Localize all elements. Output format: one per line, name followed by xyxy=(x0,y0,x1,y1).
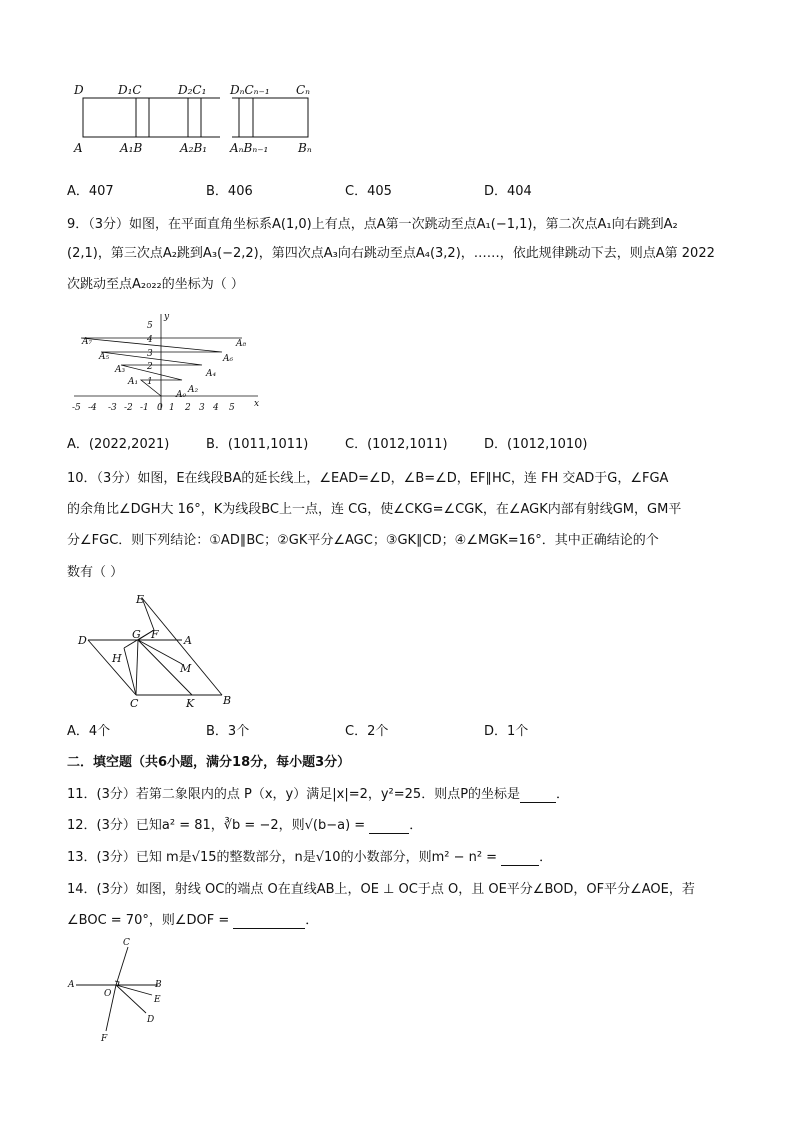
q8-label: Cₙ xyxy=(296,83,311,97)
q9-y-tick: 5 xyxy=(147,321,153,331)
q9-y-tick: 4 xyxy=(147,335,153,345)
q11-answer-blank[interactable] xyxy=(520,789,556,803)
q11-text: 11．(3分）若第二象限内的点 P（x，y）满足|x|=2，y²=25．则点P的坐标是 xyxy=(67,787,521,802)
q9-stem-line-2: (2,1)，第三次点A₂跳到A₃(−2,2)，第四次点A₃向右跳动至点A₄(3,2)，……，依此规律跳动下去，则点A第 2022 xyxy=(67,246,715,261)
q11-stem xyxy=(67,787,569,803)
q10-label: H xyxy=(112,652,122,665)
q14-rays-figure xyxy=(62,935,182,1045)
q9-y-tick: 1 xyxy=(147,377,153,387)
q8-label: A₁B xyxy=(120,141,143,155)
q8-label: D xyxy=(74,83,84,97)
q9-x-tick: 1 xyxy=(169,403,175,413)
q10-label: E xyxy=(136,593,145,606)
q9-point-label: A₇ xyxy=(82,337,93,347)
q9-x-tick: 5 xyxy=(229,403,235,413)
q8-label: DₙCₙ₋₁ xyxy=(230,83,270,97)
q9-point-label: A₆ xyxy=(223,354,234,364)
q9-point-label: A₀ xyxy=(176,390,187,400)
q10-geometry-figure xyxy=(72,590,247,710)
q11-end: ． xyxy=(556,787,570,802)
q8-option-c[interactable]: C．405 xyxy=(345,184,392,199)
q12-answer-blank[interactable] xyxy=(369,820,409,834)
q14-end: ． xyxy=(305,913,319,928)
q12-end: ． xyxy=(409,818,423,833)
q8-label: A₂B₁ xyxy=(180,141,208,155)
q9-option-a[interactable]: A．(2022,2021) xyxy=(67,437,170,452)
q14-label: F xyxy=(101,1034,108,1044)
q9-point-label: A₄ xyxy=(206,369,217,379)
q9-point-label: A₁ xyxy=(128,377,139,387)
q10-stem-line-4: 数有（ ） xyxy=(67,565,124,580)
q10-stem-line-2: 的余角比∠DGH大 16°，K为线段BC上一点，连 CG，使∠CKG=∠CGK，在∠AGK内部有射线GM，GM平 xyxy=(67,502,682,517)
q9-x-tick: 4 xyxy=(213,403,219,413)
q14-text: ∠BOC = 70°，则∠DOF = xyxy=(67,913,230,928)
q8-option-a[interactable]: A．407 xyxy=(67,184,114,199)
q8-label: AₙBₙ₋₁ xyxy=(230,141,269,155)
q9-point-label: A₅ xyxy=(99,352,110,362)
q9-y-tick: 2 xyxy=(147,362,153,372)
q9-stem-line-1: 9．（3分）如图，在平面直角坐标系A(1,0)上有点，点A第一次跳动至点A₁(−1,1)，第二次点A₁向右跳到A₂ xyxy=(67,217,678,232)
q9-x-axis-label: x xyxy=(254,399,260,409)
q10-label: A xyxy=(184,634,192,647)
q8-label: A xyxy=(74,141,83,155)
q8-option-d[interactable]: D．404 xyxy=(484,184,532,199)
q10-label: D xyxy=(78,634,87,647)
q9-coordinate-figure xyxy=(68,310,268,420)
q8-option-b[interactable]: B．406 xyxy=(206,184,253,199)
q9-option-b[interactable]: B．(1011,1011) xyxy=(206,437,309,452)
q10-label: B xyxy=(223,694,232,707)
q10-stem-line-3: 分∠FGC．则下列结论：①AD∥BC；②GK平分∠AGC；③GK∥CD；④∠MGK=16°．其中正确结论的个 xyxy=(67,533,659,548)
q14-label: C xyxy=(123,938,130,948)
q9-point-label: A₃ xyxy=(115,365,126,375)
q9-x-tick: 3 xyxy=(199,403,205,413)
q9-option-c[interactable]: C．(1012,1011) xyxy=(345,437,448,452)
q14-stem-line-1: 14．(3分）如图，射线 OC的端点 O在直线AB上，OE ⊥ OC于点 O，且 OE平分∠BOD，OF平分∠AOE，若 xyxy=(67,882,695,897)
q10-label: C xyxy=(130,697,139,710)
section-title-fill-in: 二．填空题（共6小题，满分18分，每小题3分） xyxy=(67,755,351,770)
q9-stem-line-3: 次跳动至点A₂₀₂₂的坐标为（ ） xyxy=(67,277,244,292)
q8-label: Bₙ xyxy=(298,141,312,155)
q10-label: K xyxy=(186,697,195,710)
q14-label: D xyxy=(147,1015,155,1025)
q14-label: B xyxy=(155,980,162,990)
q9-point-label: A₂ xyxy=(188,385,199,395)
q13-text: 13．(3分）已知 m是√15的整数部分，n是√10的小数部分，则m² − n² = xyxy=(67,850,498,865)
q13-stem xyxy=(67,850,552,866)
q9-x-tick: 0 xyxy=(157,403,163,413)
q9-x-tick: -1 xyxy=(140,403,149,413)
q14-label: O xyxy=(104,989,112,999)
q10-stem-line-1: 10．（3分）如图，E在线段BA的延长线上，∠EAD=∠D，∠B=∠D，EF∥HC，连 FH 交AD于G，∠FGA xyxy=(67,471,669,486)
q8-label: D₂C₁ xyxy=(178,83,207,97)
q9-option-d[interactable]: D．(1012,1010) xyxy=(484,437,588,452)
q10-label: G xyxy=(132,628,141,641)
q14-answer-blank[interactable] xyxy=(233,915,305,929)
q9-x-tick: 2 xyxy=(185,403,191,413)
q9-y-tick: 3 xyxy=(147,349,153,359)
q9-x-tick: -5 xyxy=(72,403,81,413)
q10-option-c[interactable]: C．2个 xyxy=(345,724,389,739)
q8-label: D₁C xyxy=(118,83,142,97)
q12-text: 12．(3分）已知a² = 81，∛b = −2，则√(b−a) = xyxy=(67,818,366,833)
q12-stem xyxy=(67,818,422,834)
q14-label: A xyxy=(68,980,75,990)
q9-x-tick: -2 xyxy=(124,403,133,413)
q10-option-d[interactable]: D．1个 xyxy=(484,724,529,739)
q10-label: F xyxy=(151,628,159,641)
q14-stem-line-2 xyxy=(67,913,318,929)
q10-option-b[interactable]: B．3个 xyxy=(206,724,250,739)
q13-answer-blank[interactable] xyxy=(501,852,539,866)
q8-figure xyxy=(70,80,330,160)
q9-x-tick: -4 xyxy=(88,403,97,413)
q14-label: E xyxy=(154,995,161,1005)
q9-y-axis-label: y xyxy=(164,312,170,322)
q10-option-a[interactable]: A．4个 xyxy=(67,724,111,739)
q9-x-tick: -3 xyxy=(108,403,117,413)
q13-end: ． xyxy=(539,850,553,865)
q9-point-label: A₈ xyxy=(236,339,247,349)
q10-label: M xyxy=(180,662,192,675)
